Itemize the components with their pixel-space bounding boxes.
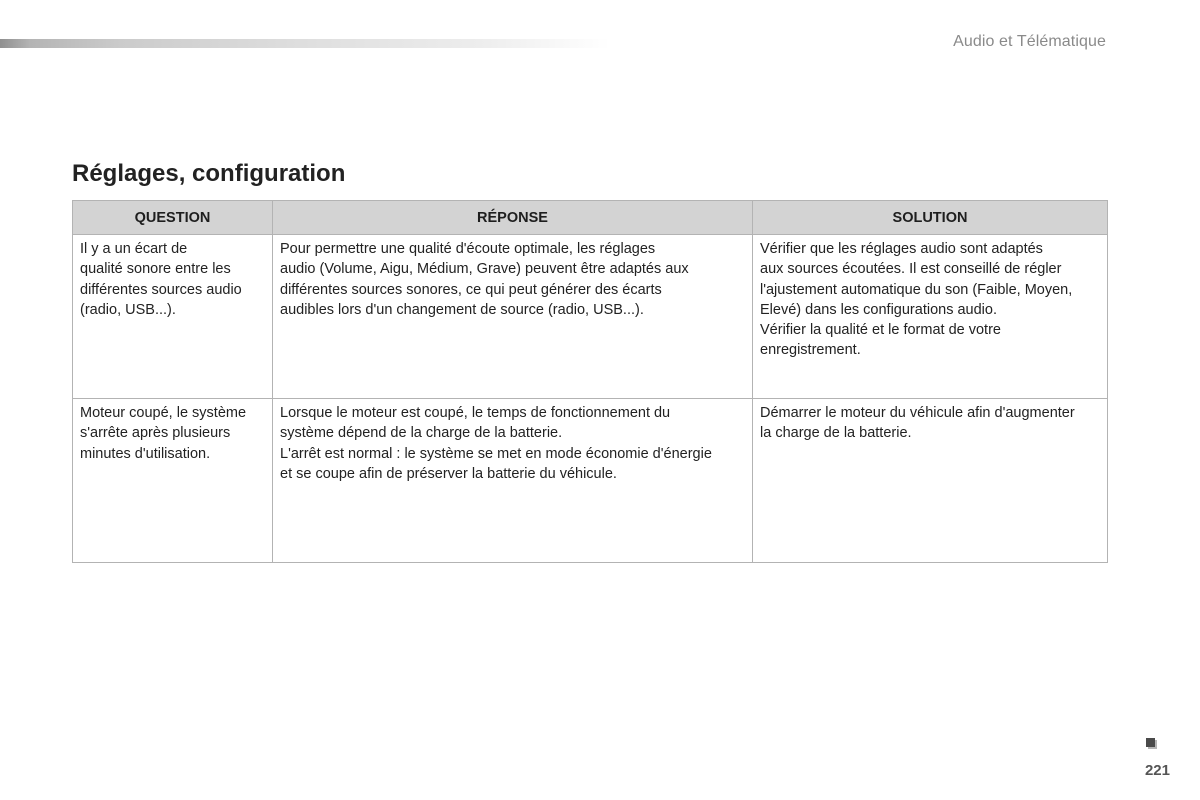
question-cell [73, 235, 273, 399]
question-line: minutes d'utilisation. [80, 445, 211, 462]
question-line: différentes sources audio [80, 281, 242, 298]
column-header-question: QUESTION [73, 201, 273, 235]
solution-line: la charge de la batterie. [760, 425, 912, 442]
solution-line: enregistrement. [760, 342, 861, 359]
reponse-line: Pour permettre une qualité d'écoute optimale, les réglages [280, 241, 656, 257]
faq-table [72, 200, 1108, 563]
column-header-reponse: RÉPONSE [273, 201, 753, 235]
solution-line: aux sources écoutées. Il est conseillé de régler [760, 261, 1062, 278]
solution-cell [753, 235, 1108, 399]
question-line: (radio, USB...). [80, 301, 176, 318]
table-row [73, 235, 1108, 399]
table-header-row [73, 201, 1108, 235]
reponse-cell [273, 235, 753, 399]
question-line: s'arrête après plusieurs [80, 425, 231, 442]
column-header-solution: SOLUTION [753, 201, 1108, 235]
table-row [73, 399, 1108, 563]
page-title: Réglages, configuration [72, 160, 346, 187]
reponse-cell [273, 399, 753, 563]
question-line: Il y a un écart de [80, 241, 188, 257]
question-line: qualité sonore entre les [80, 261, 231, 278]
header-gradient-bar [0, 39, 610, 48]
question-cell [73, 399, 273, 563]
solution-line: Vérifier que les réglages audio sont adaptés [760, 241, 1043, 257]
reponse-line: audibles lors d'un changement de source (radio, USB...). [280, 301, 644, 318]
reponse-line: et se coupe afin de préserver la batterie du véhicule. [280, 465, 617, 482]
reponse-line: audio (Volume, Aigu, Médium, Grave) peuvent être adaptés aux [280, 261, 689, 278]
solution-line: l'ajustement automatique du son (Faible, Moyen, [760, 281, 1073, 298]
question-line: Moteur coupé, le système [80, 405, 247, 421]
solution-cell [753, 399, 1108, 563]
solution-line: Vérifier la qualité et le format de votre [760, 322, 1001, 339]
reponse-line: système dépend de la charge de la batterie. [280, 425, 563, 442]
reponse-line: différentes sources sonores, ce qui peut générer des écarts [280, 281, 662, 298]
page-corner-square-icon [1146, 738, 1155, 747]
section-header: Audio et Télématique [953, 33, 1106, 50]
page-number: 221 [1144, 762, 1170, 779]
reponse-line: Lorsque le moteur est coupé, le temps de fonctionnement du [280, 405, 671, 421]
solution-line: Démarrer le moteur du véhicule afin d'augmenter [760, 405, 1075, 421]
solution-line: Elevé) dans les configurations audio. [760, 301, 997, 318]
reponse-line: L'arrêt est normal : le système se met en mode économie d'énergie [280, 445, 712, 462]
